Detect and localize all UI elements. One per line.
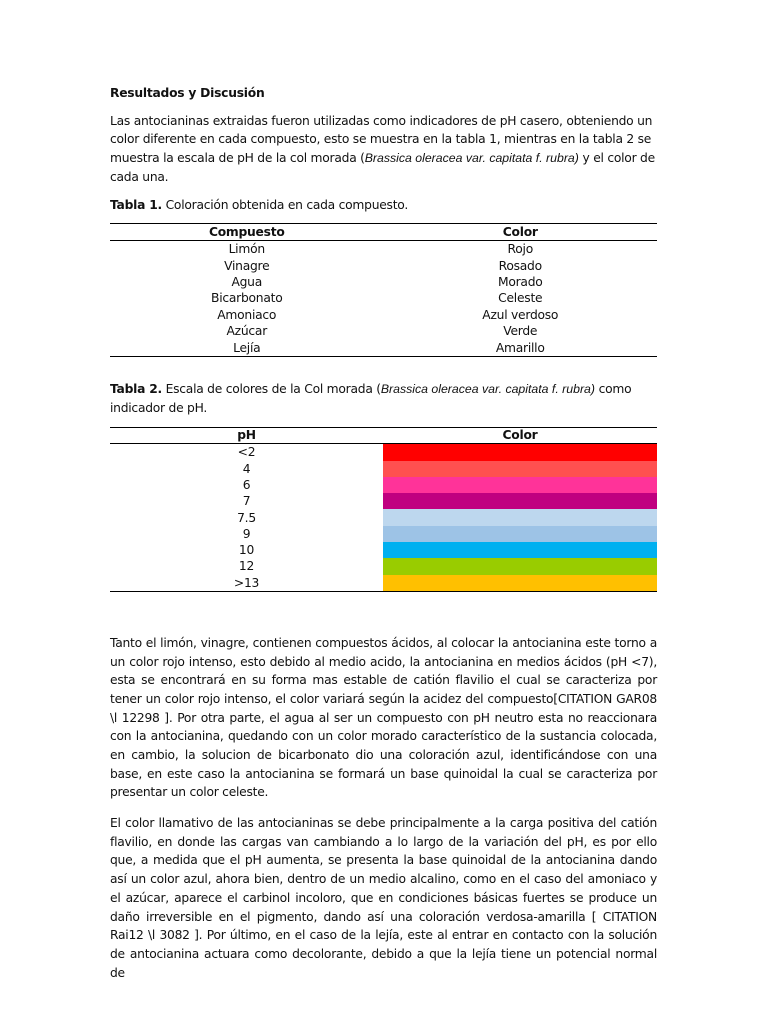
table2-cell-ph: >13: [233, 575, 260, 590]
table1: [110, 223, 657, 357]
table1-caption-label: Tabla 1.: [110, 198, 162, 213]
table-row: [110, 307, 657, 323]
table2-cell-ph: 12: [238, 559, 255, 574]
table2-caption-species: Brassica oleracea var. capitata f. rubra): [380, 381, 595, 396]
table1-cell-compuesto: Bicarbonato: [211, 291, 283, 306]
color-swatch: [383, 575, 657, 592]
color-swatch: [383, 509, 657, 525]
body-paragraph-2: El color llamativo de las antocianinas se debe principalmente a la carga positiva del catión flavilio, en donde las cargas van cambiando a lo largo de la variación del pH, es por ello que, a medida que el pH aumenta, se presenta la base quinoidal de la antocianina dando así un color azul, ahora bien, dentro de un medio alcalino, como en el caso del amoniaco y el azúcar, aparece el carbinol incoloro, que en condiciones básicas fuertes se produce un daño irreversible en el pigmento, dando así una coloración verdosa-amarilla [ CITATION Rai12 \l 3082 ]. Por último, en el caso de la lejía, este al entrar en contacto con la solución de antocianina actuara como decolorante, debido a que la lejía tiene un potencial normal de: [110, 816, 657, 980]
table2-cell-ph: 6: [242, 477, 251, 492]
table1-cell-color: Azul verdoso: [482, 307, 559, 322]
section-title: Resultados y Discusión: [110, 86, 265, 100]
intro-paragraph: [110, 112, 657, 187]
table1-cell-color: Amarillo: [495, 340, 545, 355]
table-row: [110, 290, 657, 306]
table-row: [110, 509, 657, 525]
table2-cell-ph: 9: [242, 526, 251, 541]
table-row: [110, 258, 657, 274]
table-row: [110, 526, 657, 542]
table1-cell-color: Morado: [497, 275, 543, 290]
intro-species: Brassica oleracea var. capitata f. rubra): [364, 151, 579, 166]
table-row: [110, 477, 657, 493]
table1-header-compuesto: Compuesto: [110, 224, 384, 241]
table-row: [110, 461, 657, 477]
table2-cell-ph: 4: [242, 461, 251, 476]
table2-caption-end: como indicador de pH.: [110, 381, 632, 415]
table-row: [110, 339, 657, 356]
color-swatch: [383, 493, 657, 509]
table-row: [110, 558, 657, 574]
table-row: [110, 241, 657, 258]
table1-cell-color: Rojo: [507, 242, 533, 257]
intro-text-1: Las antocianinas extraidas fueron utilizadas como indicadores de pH casero, obteniendo un color diferente en cada compuesto, esto se muestra en la tabla 1, mientras en la tabla 2 se muestra la escala de pH de la col morada (: [110, 113, 653, 166]
table-row: [110, 274, 657, 290]
body-paragraph-1: Tanto el limón, vinagre, contienen compuestos ácidos, al colocar la antocianina este torno a un color rojo intenso, esto debido al medio acido, la antocianina en medios ácidos (pH <7), esta se encontrará en su forma mas estable de catión flavilio el cual se caracteriza por tener un color rojo intenso, el color variará según la acidez del compuesto[CITATION GAR08 \l 12298 ]. Por otra parte, el agua al ser un compuesto con pH neutro esta no reaccionara con la antocianina, quedando con un color morado característico de la sustancia colocada, en cambio, la solucion de bicarbonato dio una coloración azul, identificándose con una base, en este caso la antocianina se formará un base quinoidal la cual se caracteriza por presentar un color celeste.: [110, 635, 657, 800]
color-swatch: [383, 477, 657, 493]
table2-caption-label: Tabla 2.: [110, 381, 162, 396]
table2-cell-ph: 10: [238, 543, 255, 558]
color-swatch: [383, 444, 657, 461]
table-row: [110, 323, 657, 339]
color-swatch: [383, 461, 657, 477]
table1-cell-compuesto: Lejía: [233, 340, 261, 355]
color-swatch: [383, 526, 657, 542]
table2-header-color: Color: [383, 428, 657, 444]
table2: [110, 427, 657, 592]
table1-caption: [110, 196, 657, 215]
table2-cell-ph: 7: [242, 494, 251, 509]
table1-cell-color: Celeste: [498, 291, 543, 306]
table1-header-color: Color: [384, 224, 658, 241]
table-row: [110, 493, 657, 509]
table1-header-row: [110, 224, 657, 241]
table1-caption-text: Coloración obtenida en cada compuesto.: [161, 198, 409, 213]
table2-cell-ph: 7.5: [237, 510, 256, 525]
document-content: [110, 84, 657, 982]
table2-header-ph: pH: [110, 428, 383, 444]
intro-text-2: y el color de cada una.: [110, 151, 655, 184]
table1-cell-color: Rosado: [498, 258, 542, 273]
table-row: [110, 444, 657, 461]
table1-cell-compuesto: Agua: [231, 275, 263, 290]
table2-header-row: [110, 428, 657, 444]
color-swatch: [383, 542, 657, 558]
table2-caption-text: Escala de colores de la Col morada (: [161, 381, 381, 396]
table1-cell-compuesto: Limón: [228, 242, 265, 257]
table1-cell-compuesto: Vinagre: [224, 258, 270, 273]
table1-cell-compuesto: Amoniaco: [217, 307, 277, 322]
table-row: [110, 542, 657, 558]
table2-cell-ph: <2: [237, 445, 256, 460]
table2-caption: [110, 380, 657, 417]
color-swatch: [383, 558, 657, 574]
table1-cell-compuesto: Azúcar: [226, 324, 267, 339]
table1-cell-color: Verde: [503, 324, 538, 339]
table-row: [110, 575, 657, 592]
